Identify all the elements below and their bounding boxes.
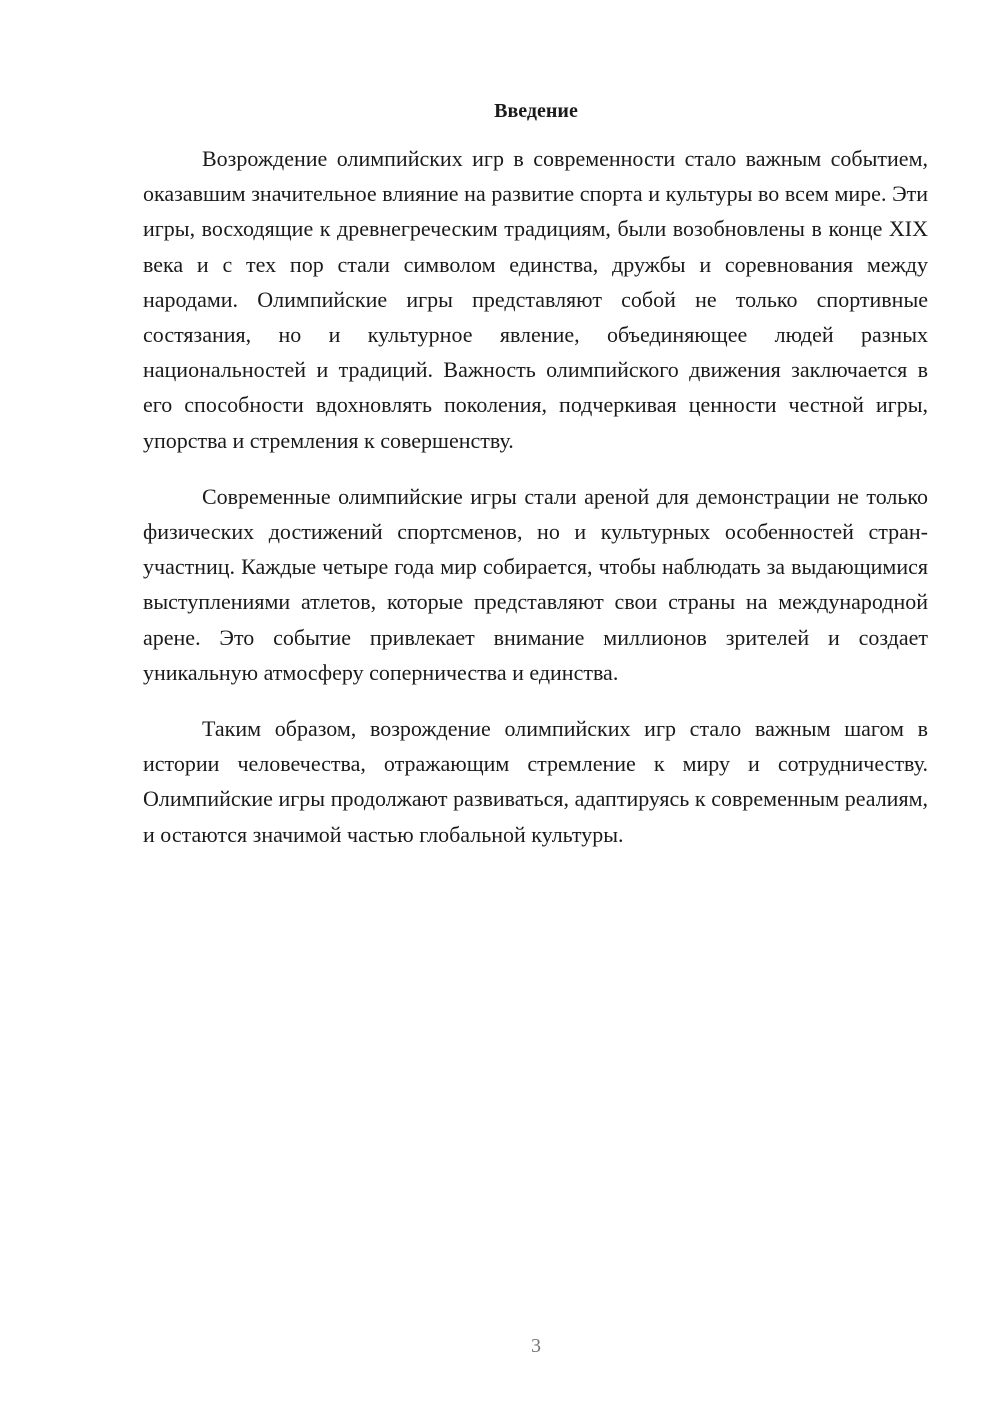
paragraph-3: Таким образом, возрождение олимпийских игр стало важным шагом в истории человечества, отражающим стремление к миру и сотрудничеству. Олимпийские игры продолжают развиваться, адаптируясь к современным реалиям, и остаются значимой частью глобальной культуры.	[143, 716, 928, 847]
section-title: Введение	[494, 100, 578, 122]
paragraph-2: Современные олимпийские игры стали ареной для демонстрации не только физических достижений спортсменов, но и культурных особенностей стран-участниц. Каждые четыре года мир собирается, чтобы наблюдать за выдающимися выступлениями атлетов, которые представляют свои страны на международной арене. Это событие привлекает внимание миллионов зрителей и создает уникальную атмосферу соперничества и единства.	[143, 483, 928, 685]
paragraph-1: Возрождение олимпийских игр в современности стало важным событием, оказавшим значительное влияние на развитие спорта и культуры во всем мире. Эти игры, восходящие к древнегреческим традициям, были возобновлены в конце XIX века и с тех пор стали символом единства, дружбы и соревнования между народами. Олимпийские игры представляют собой не только спортивные состязания, но и культурное явление, объединяющее людей разных национальностей и традиций. Важность олимпийского движения заключается в его способности вдохновлять поколения, подчеркивая ценности честной игры, упорства и стремления к совершенству.	[143, 146, 928, 453]
body-text	[143, 141, 928, 873]
page-number: 3	[531, 1335, 541, 1357]
